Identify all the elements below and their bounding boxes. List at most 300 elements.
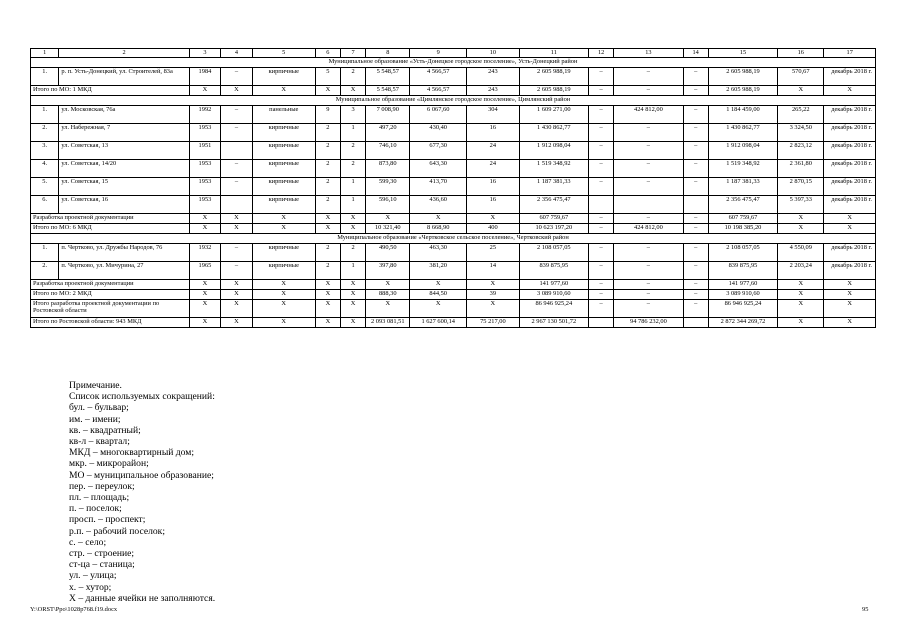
column-number-cell: 16 — [778, 49, 824, 58]
address-cell: п. Чертково, ул. Дружбы Народов, 76 — [59, 244, 189, 262]
abbreviation-item: кв-л – квартал; — [69, 436, 130, 448]
floors-cell: X — [315, 290, 340, 300]
owners-funds-cell: 86 946 925,24 — [708, 300, 777, 318]
year-built-cell: 1953 — [189, 160, 221, 178]
total-cost-cell: 1 609 271,00 — [519, 106, 588, 124]
abbreviation-item: пер. – переулок; — [69, 480, 135, 492]
fund-contribution-cell: – — [589, 224, 614, 234]
municipality-heading-row — [31, 96, 876, 106]
total-cost-cell: 1 187 381,33 — [519, 178, 588, 196]
column-number-cell: 10 — [467, 49, 520, 58]
year-renovated-cell — [221, 196, 253, 214]
column-number-cell: 2 — [59, 49, 189, 58]
deadline-cell: X — [824, 86, 876, 96]
fund-contribution-cell: – — [589, 106, 614, 124]
column-number-cell: 8 — [366, 49, 410, 58]
unit-cost-cell: X — [778, 280, 824, 290]
deadline-cell: декабрь 2018 г. — [824, 106, 876, 124]
column-number-cell: 3 — [189, 49, 221, 58]
wall-material-cell: панельные — [252, 106, 315, 124]
owners-funds-cell: 1 184 459,00 — [708, 106, 777, 124]
regional-budget-cell: – — [614, 262, 683, 280]
residential-area-cell: 436,60 — [410, 196, 467, 214]
wall-material-cell: кирпичные — [252, 178, 315, 196]
residential-area-cell: X — [410, 214, 467, 224]
column-number-row — [31, 49, 876, 58]
address-cell: ул. Московская, 76а — [59, 106, 189, 124]
owners-funds-cell: 2 605 988,19 — [708, 86, 777, 96]
entrances-cell: 1 — [340, 178, 365, 196]
abbreviation-item: пл. – площадь; — [69, 492, 130, 504]
owners-funds-cell: 1 430 862,77 — [708, 124, 777, 142]
wall-material-cell: кирпичные — [252, 160, 315, 178]
abbreviation-item: ул. – улица; — [69, 570, 117, 582]
local-budget-cell: – — [683, 160, 708, 178]
abbreviation-item: мкр. – микрорайон; — [69, 458, 149, 470]
abbreviation-item: кв. – квадратный; — [69, 424, 141, 436]
address-cell: ул. Советская, 14/20 — [59, 160, 189, 178]
floors-cell: 5 — [315, 68, 340, 86]
regional-budget-cell: – — [614, 280, 683, 290]
owners-funds-cell: 839 875,95 — [708, 262, 777, 280]
deadline-cell: декабрь 2018 г. — [824, 68, 876, 86]
entrances-cell: X — [340, 214, 365, 224]
total-cost-cell: 2 108 057,05 — [519, 244, 588, 262]
fund-contribution-cell: – — [589, 160, 614, 178]
year-renovated-cell: X — [221, 318, 253, 328]
residents-cell: 16 — [467, 178, 520, 196]
notes-title: Примечание. — [69, 380, 122, 391]
local-budget-cell — [683, 318, 708, 328]
wall-material-cell: кирпичные — [252, 262, 315, 280]
address-cell: п. Чертково, ул. Мичурина, 27 — [59, 262, 189, 280]
floors-cell: X — [315, 224, 340, 234]
summary-row — [31, 300, 876, 318]
year-built-cell: 1953 — [189, 124, 221, 142]
unit-cost-cell: 5 397,33 — [778, 196, 824, 214]
local-budget-cell: – — [683, 178, 708, 196]
residential-area-cell: 844,50 — [410, 290, 467, 300]
residential-area-cell: 643,30 — [410, 160, 467, 178]
building-row — [31, 244, 876, 262]
column-number-cell: 11 — [519, 49, 588, 58]
wall-material-cell: X — [252, 214, 315, 224]
abbreviation-item: ст-ца – станица; — [69, 559, 135, 571]
floors-cell: 2 — [315, 160, 340, 178]
fund-contribution-cell: – — [589, 290, 614, 300]
total-area-cell: 497,20 — [366, 124, 410, 142]
address-cell: ул. Советская, 15 — [59, 178, 189, 196]
entrances-cell: 3 — [340, 106, 365, 124]
fund-contribution-cell: – — [589, 244, 614, 262]
residential-area-cell: 413,70 — [410, 178, 467, 196]
total-cost-cell: 1 519 348,92 — [519, 160, 588, 178]
year-renovated-cell: – — [221, 178, 253, 196]
year-renovated-cell: – — [221, 124, 253, 142]
floors-cell: 2 — [315, 124, 340, 142]
year-built-cell: 1932 — [189, 244, 221, 262]
local-budget-cell: – — [683, 300, 708, 318]
residents-cell: 75 217,00 — [467, 318, 520, 328]
unit-cost-cell: 2 361,80 — [778, 160, 824, 178]
entrances-cell: 2 — [340, 244, 365, 262]
regional-budget-cell: – — [614, 300, 683, 318]
entrances-cell: X — [340, 318, 365, 328]
regional-budget-cell: – — [614, 124, 683, 142]
local-budget-cell: – — [683, 142, 708, 160]
floors-cell: 9 — [315, 106, 340, 124]
local-budget-cell: – — [683, 262, 708, 280]
summary-label-cell: Итого по Ростовской области: 943 МКД — [31, 318, 190, 328]
footer-file-path: Y:\ORST\Ppo\1028p768.f19.docx — [30, 606, 118, 613]
abbreviation-item: стр. – строение; — [69, 548, 135, 560]
year-built-cell: X — [189, 86, 221, 96]
fund-contribution-cell — [589, 196, 614, 214]
year-renovated-cell: X — [221, 290, 253, 300]
residents-cell: 16 — [467, 124, 520, 142]
unit-cost-cell: 2 870,15 — [778, 178, 824, 196]
fund-contribution-cell: – — [589, 300, 614, 318]
deadline-cell: X — [824, 318, 876, 328]
local-budget-cell — [683, 196, 708, 214]
owners-funds-cell: 2 356 475,47 — [708, 196, 777, 214]
regional-budget-cell — [614, 196, 683, 214]
total-area-cell: 7 008,90 — [366, 106, 410, 124]
unit-cost-cell: X — [778, 318, 824, 328]
entrances-cell: 1 — [340, 196, 365, 214]
regional-budget-cell: 94 786 232,00 — [614, 318, 683, 328]
building-row — [31, 124, 876, 142]
summary-label-cell: Разработка проектной документации — [31, 280, 190, 290]
owners-funds-cell: 607 759,67 — [708, 214, 777, 224]
residents-cell: 304 — [467, 106, 520, 124]
local-budget-cell: – — [683, 106, 708, 124]
residents-cell: X — [467, 280, 520, 290]
owners-funds-cell: 1 187 381,33 — [708, 178, 777, 196]
address-cell: ул. Советская, 16 — [59, 196, 189, 214]
local-budget-cell: – — [683, 290, 708, 300]
year-renovated-cell: – — [221, 106, 253, 124]
abbreviations-notes — [69, 380, 215, 604]
summary-row — [31, 214, 876, 224]
wall-material-cell: кирпичные — [252, 244, 315, 262]
entrances-cell: X — [340, 290, 365, 300]
abbreviation-item: X – данные ячейки не заполняются. — [69, 592, 216, 604]
municipality-title: Муниципальное образование «Чертковское сельское поселение», Чертковский район — [31, 234, 876, 244]
total-cost-cell: 2 605 988,19 — [519, 68, 588, 86]
regional-budget-cell: – — [614, 214, 683, 224]
column-number-cell: 13 — [614, 49, 683, 58]
year-built-cell: 1984 — [189, 68, 221, 86]
column-number-cell: 6 — [315, 49, 340, 58]
summary-label-cell: Итого по МО: 1 МКД — [31, 86, 190, 96]
regional-budget-cell: 424 812,00 — [614, 106, 683, 124]
unit-cost-cell: 3 324,50 — [778, 124, 824, 142]
summary-label-cell: Итого по МО: 2 МКД — [31, 290, 190, 300]
unit-cost-cell: X — [778, 300, 824, 318]
unit-cost-cell: X — [778, 290, 824, 300]
residents-cell: 243 — [467, 86, 520, 96]
municipality-title: Муниципальное образование «Цимлянское городское поселение», Цимлянский район — [31, 96, 876, 106]
floors-cell: X — [315, 214, 340, 224]
fund-contribution-cell: – — [589, 214, 614, 224]
row-number-cell: 1. — [31, 106, 59, 124]
page-number: 95 — [862, 606, 869, 613]
wall-material-cell: кирпичные — [252, 68, 315, 86]
floors-cell: 2 — [315, 196, 340, 214]
column-number-cell: 9 — [410, 49, 467, 58]
building-row — [31, 68, 876, 86]
building-row — [31, 196, 876, 214]
year-renovated-cell: X — [221, 214, 253, 224]
fund-contribution-cell: – — [589, 124, 614, 142]
summary-row — [31, 280, 876, 290]
total-cost-cell: 1 430 862,77 — [519, 124, 588, 142]
entrances-cell: 2 — [340, 160, 365, 178]
local-budget-cell: – — [683, 214, 708, 224]
entrances-cell: X — [340, 300, 365, 318]
residents-cell: 16 — [467, 196, 520, 214]
unit-cost-cell: 2 203,24 — [778, 262, 824, 280]
year-built-cell: X — [189, 300, 221, 318]
building-row — [31, 262, 876, 280]
regional-budget-cell: – — [614, 290, 683, 300]
owners-funds-cell: 2 108 057,05 — [708, 244, 777, 262]
residential-area-cell: 4 566,57 — [410, 86, 467, 96]
column-number-cell: 12 — [589, 49, 614, 58]
total-area-cell: X — [366, 280, 410, 290]
column-number-cell: 7 — [340, 49, 365, 58]
deadline-cell: декабрь 2018 г. — [824, 124, 876, 142]
deadline-cell: X — [824, 300, 876, 318]
year-built-cell: X — [189, 224, 221, 234]
abbreviation-item: п. – поселок; — [69, 503, 122, 515]
residents-cell: 400 — [467, 224, 520, 234]
abbreviation-item: р.п. – рабочий поселок; — [69, 525, 166, 537]
total-area-cell: 10 321,40 — [366, 224, 410, 234]
column-number-cell: 4 — [221, 49, 253, 58]
address-cell: р. п. Усть-Донецкий, ул. Строителей, 83а — [59, 68, 189, 86]
row-number-cell: 6. — [31, 196, 59, 214]
wall-material-cell: кирпичные — [252, 196, 315, 214]
entrances-cell: X — [340, 224, 365, 234]
owners-funds-cell: 2 605 988,19 — [708, 68, 777, 86]
regional-budget-cell: – — [614, 68, 683, 86]
total-cost-cell: 2 605 988,19 — [519, 86, 588, 96]
wall-material-cell: X — [252, 86, 315, 96]
wall-material-cell: кирпичные — [252, 124, 315, 142]
unit-cost-cell: 4 550,09 — [778, 244, 824, 262]
owners-funds-cell: 3 089 910,60 — [708, 290, 777, 300]
building-row — [31, 106, 876, 124]
unit-cost-cell: 265,22 — [778, 106, 824, 124]
residential-area-cell: 6 067,60 — [410, 106, 467, 124]
entrances-cell: 1 — [340, 124, 365, 142]
summary-row — [31, 224, 876, 234]
year-built-cell: 1953 — [189, 196, 221, 214]
municipality-heading-row — [31, 58, 876, 68]
residents-cell: 39 — [467, 290, 520, 300]
year-renovated-cell: – — [221, 68, 253, 86]
total-area-cell: 490,50 — [366, 244, 410, 262]
residential-area-cell: 1 627 600,14 — [410, 318, 467, 328]
building-row — [31, 160, 876, 178]
unit-cost-cell: X — [778, 86, 824, 96]
total-cost-cell: 10 623 197,20 — [519, 224, 588, 234]
residents-cell: 24 — [467, 142, 520, 160]
row-number-cell: 1. — [31, 244, 59, 262]
residential-area-cell: 8 668,90 — [410, 224, 467, 234]
local-budget-cell: – — [683, 244, 708, 262]
fund-contribution-cell: – — [589, 262, 614, 280]
unit-cost-cell: 570,67 — [778, 68, 824, 86]
address-cell: ул. Советская, 13 — [59, 142, 189, 160]
local-budget-cell: – — [683, 86, 708, 96]
deadline-cell: декабрь 2018 г. — [824, 196, 876, 214]
year-renovated-cell — [221, 142, 253, 160]
abbreviations-heading: Список используемых сокращений: — [69, 391, 215, 403]
abbreviation-item: МКД – многоквартирный дом; — [69, 447, 195, 459]
deadline-cell: декабрь 2018 г. — [824, 178, 876, 196]
column-number-cell: 5 — [252, 49, 315, 58]
deadline-cell: декабрь 2018 г. — [824, 142, 876, 160]
total-area-cell: 397,80 — [366, 262, 410, 280]
total-cost-cell: 86 946 925,24 — [519, 300, 588, 318]
summary-label-cell: Разработка проектной документации — [31, 214, 190, 224]
year-renovated-cell: – — [221, 160, 253, 178]
unit-cost-cell: 2 823,12 — [778, 142, 824, 160]
residential-area-cell: 463,30 — [410, 244, 467, 262]
deadline-cell: X — [824, 214, 876, 224]
abbreviation-item: бул. – бульвар; — [69, 402, 129, 414]
residential-area-cell: 430,40 — [410, 124, 467, 142]
total-cost-cell: 839 875,95 — [519, 262, 588, 280]
total-area-cell: 5 548,57 — [366, 86, 410, 96]
row-number-cell: 3. — [31, 142, 59, 160]
floors-cell: X — [315, 86, 340, 96]
regional-budget-cell: – — [614, 178, 683, 196]
floors-cell: 2 — [315, 244, 340, 262]
floors-cell: 2 — [315, 262, 340, 280]
summary-row — [31, 290, 876, 300]
fund-contribution-cell — [589, 318, 614, 328]
floors-cell: X — [315, 318, 340, 328]
year-built-cell: X — [189, 214, 221, 224]
summary-row — [31, 86, 876, 96]
total-cost-cell: 1 912 098,04 — [519, 142, 588, 160]
regional-budget-cell: 424 812,00 — [614, 224, 683, 234]
entrances-cell: X — [340, 280, 365, 290]
residents-cell: 25 — [467, 244, 520, 262]
total-area-cell: 2 093 081,51 — [366, 318, 410, 328]
entrances-cell: X — [340, 86, 365, 96]
residential-area-cell: 677,30 — [410, 142, 467, 160]
owners-funds-cell: 10 198 385,20 — [708, 224, 777, 234]
total-cost-cell: 2 356 475,47 — [519, 196, 588, 214]
total-cost-cell: 2 967 130 501,72 — [519, 318, 588, 328]
year-built-cell: 1953 — [189, 178, 221, 196]
wall-material-cell: кирпичные — [252, 142, 315, 160]
fund-contribution-cell: – — [589, 86, 614, 96]
total-area-cell: 599,30 — [366, 178, 410, 196]
row-number-cell: 5. — [31, 178, 59, 196]
year-renovated-cell: – — [221, 262, 253, 280]
year-renovated-cell: X — [221, 300, 253, 318]
abbreviation-item: просп. – проспект; — [69, 514, 146, 526]
residential-area-cell: X — [410, 300, 467, 318]
residents-cell: X — [467, 300, 520, 318]
total-cost-cell: 3 089 910,60 — [519, 290, 588, 300]
floors-cell: X — [315, 280, 340, 290]
register-table — [30, 48, 876, 328]
year-built-cell: X — [189, 290, 221, 300]
residents-cell: X — [467, 214, 520, 224]
residential-area-cell: X — [410, 280, 467, 290]
abbreviation-item: МО – муниципальное образование; — [69, 469, 214, 481]
total-area-cell: 873,80 — [366, 160, 410, 178]
owners-funds-cell: 1 912 098,04 — [708, 142, 777, 160]
summary-label-cell: Итого по МО: 6 МКД — [31, 224, 190, 234]
year-renovated-cell: X — [221, 224, 253, 234]
deadline-cell: X — [824, 280, 876, 290]
summary-row — [31, 318, 876, 328]
column-number-cell: 14 — [683, 49, 708, 58]
total-area-cell: X — [366, 300, 410, 318]
regional-budget-cell: – — [614, 160, 683, 178]
municipality-title: Муниципальное образование «Усть-Донецкое городское поселение», Усть-Донецкий район — [31, 58, 876, 68]
residential-area-cell: 381,20 — [410, 262, 467, 280]
total-cost-cell: 607 759,67 — [519, 214, 588, 224]
wall-material-cell: X — [252, 300, 315, 318]
year-built-cell: X — [189, 280, 221, 290]
year-renovated-cell: – — [221, 244, 253, 262]
total-area-cell: 746,10 — [366, 142, 410, 160]
regional-budget-cell: – — [614, 86, 683, 96]
building-row — [31, 142, 876, 160]
residents-cell: 243 — [467, 68, 520, 86]
row-number-cell: 1. — [31, 68, 59, 86]
year-renovated-cell: X — [221, 86, 253, 96]
deadline-cell: X — [824, 290, 876, 300]
fund-contribution-cell: – — [589, 280, 614, 290]
address-cell: ул. Набережная, 7 — [59, 124, 189, 142]
column-number-cell: 15 — [708, 49, 777, 58]
abbreviation-item: им. – имени; — [69, 413, 121, 425]
residential-area-cell: 4 566,57 — [410, 68, 467, 86]
entrances-cell: 1 — [340, 262, 365, 280]
municipality-heading-row — [31, 234, 876, 244]
unit-cost-cell: X — [778, 224, 824, 234]
deadline-cell: декабрь 2018 г. — [824, 244, 876, 262]
regional-budget-cell: – — [614, 244, 683, 262]
year-built-cell: 1992 — [189, 106, 221, 124]
floors-cell: 2 — [315, 178, 340, 196]
wall-material-cell: X — [252, 318, 315, 328]
deadline-cell: X — [824, 224, 876, 234]
unit-cost-cell: X — [778, 214, 824, 224]
local-budget-cell: – — [683, 124, 708, 142]
regional-budget-cell: – — [614, 142, 683, 160]
fund-contribution-cell: – — [589, 178, 614, 196]
fund-contribution-cell: – — [589, 142, 614, 160]
year-built-cell: X — [189, 318, 221, 328]
residents-cell: 24 — [467, 160, 520, 178]
row-number-cell: 2. — [31, 262, 59, 280]
owners-funds-cell: 1 519 348,92 — [708, 160, 777, 178]
local-budget-cell: – — [683, 280, 708, 290]
wall-material-cell: X — [252, 224, 315, 234]
summary-label-cell: Итого разработка проектной документации по Ростовской области — [31, 300, 190, 318]
